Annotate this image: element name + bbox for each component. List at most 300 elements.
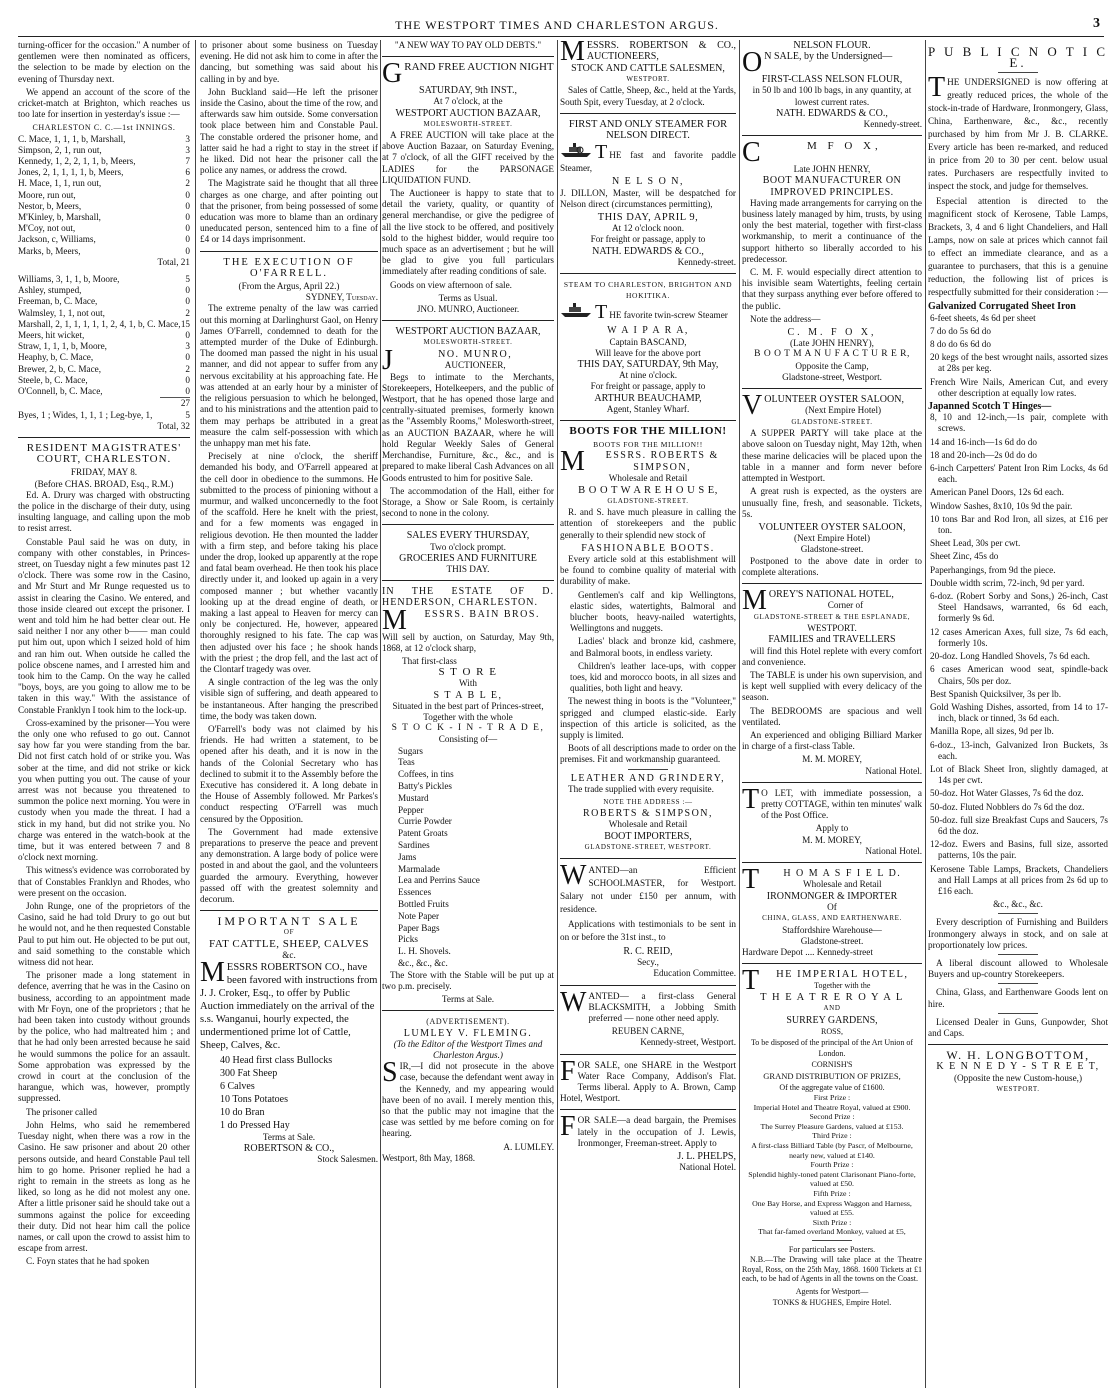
- section-heading: THE EXECUTION OF O'FARRELL.: [223, 256, 355, 279]
- ad-title: NO. MUNRO,: [438, 348, 513, 360]
- ad-signature: Stock Salesmen.: [317, 1154, 378, 1165]
- ad-address: GLADSTONE-STREET.: [607, 496, 689, 505]
- short-rule: [998, 913, 1038, 914]
- price-heading: Galvanized Corrugated Sheet Iron: [928, 301, 1076, 313]
- price-list: [928, 412, 1108, 897]
- price-item: Sheet Zinc, 45s do: [930, 551, 999, 562]
- stock-item: Paper Bags: [398, 922, 440, 933]
- ad-heading: AUCTIONEER,: [444, 359, 506, 370]
- ad-text: Wholesale and Retail: [803, 879, 882, 890]
- scorecard-row: [18, 212, 190, 223]
- ad-address: MOLESWORTH-STREET.: [423, 119, 513, 128]
- scorecard-row: [18, 145, 190, 156]
- lot-item: 40 Head first class Bullocks: [220, 1055, 333, 1067]
- ad-text: R. and S. have much pleasure in calling the attention of storekeepers and the public generally to their splendid new stock of: [560, 507, 736, 540]
- ad-heading: P U B L I C N O T I C E.: [928, 44, 1108, 71]
- source-line: (From the Argus, April 22.): [238, 281, 340, 292]
- ad-body: N SALE, by the Undersigned—: [764, 51, 893, 63]
- separator: [382, 1010, 554, 1011]
- price-item: Kerosene Table Lamps, Brackets, Chandeliers and Hall Lamps at all prices from 2s 6d up to £16 each.: [930, 863, 1108, 896]
- runs: 5: [185, 274, 190, 285]
- ad-text: [560, 1055, 736, 1105]
- scorecard-row: [18, 296, 190, 307]
- runs: 0: [185, 296, 190, 307]
- ad-text: Opposite the Camp,: [795, 360, 869, 371]
- ad-text: Consisting of—: [438, 734, 498, 745]
- ad-heading: LEATHER AND GRINDERY,: [570, 772, 726, 784]
- ad-text: A great rush is expected, as the oysters are unusually fine, fresh, and seasonable. Tickets, 5s.: [742, 486, 922, 519]
- ad-heading: S T O C K - I N - T R A D E,: [391, 723, 545, 734]
- lot-item: 6 Calves: [220, 1081, 255, 1093]
- editor-note: (To the Editor of the Westport Times and Charleston Argus.): [393, 1038, 543, 1060]
- scorecard-row: [18, 223, 190, 234]
- price-item: Best Spanish Quicksilver, 3s per lb.: [930, 688, 1062, 699]
- ad-text: For freight or passage, apply to: [590, 234, 706, 245]
- ad-text: Of the aggregate value of £1600.: [779, 1082, 885, 1092]
- ad-text: [560, 1111, 736, 1149]
- batsman: C. Mace, 1, 1, 1, b, Marshall,: [18, 133, 126, 144]
- ad-title: OLUNTEER OYSTER SALOON,: [764, 394, 904, 406]
- ad-text: (Next Empire Hotel): [793, 533, 871, 544]
- prize-item: Second Prize :: [809, 1112, 855, 1122]
- runs: 7: [185, 156, 190, 167]
- short-rule: [628, 769, 668, 770]
- runs: 15: [180, 318, 190, 329]
- ad-text: Especial attention is directed to the magnificent stock of Kerosene, Table Lamps, Brackets, 3, 4 and 6 light Chandeliers, and Hall Lamps, now on sale at prices which cannot fail to effect an immediate clearance, and as a guarantee to purchasers, that this is a genuine reduction, the following list of prices is respectfully submitted for their consideration :—: [928, 196, 1108, 298]
- stock-item: &c., &c., &c.: [398, 957, 448, 968]
- scorecard-row: [18, 246, 190, 257]
- article-text: The prisoner made a long statement in defence, averring that he was in the Casino on business, according to an appointment made with Mr Foyn, one of the proprietors ; that he had been taken into custody without grounds by the police, who had maltreated him ; and that he had only been arrested because he said he would summons the police for an assault. Some approbation was expressed by the crowd in court at the conclusion of the harangue, which was, however, promptly suppressed.: [18, 970, 190, 1104]
- steamer-icon: [560, 142, 592, 161]
- price-item: 8, 10 and 12-inch,—1s pair, complete with screws.: [930, 412, 1108, 434]
- batsman: Ashley, stumped,: [18, 285, 82, 296]
- price-item: 10 tons Bar and Rod Iron, all sizes, at £16 per ton.: [930, 513, 1108, 536]
- drop-cap: T: [742, 965, 761, 997]
- ad-heading: OF: [283, 928, 295, 937]
- ad-address: GLADSTONE-STREET, WESTPORT.: [584, 842, 712, 851]
- separator: [18, 437, 190, 438]
- scorecard-extras: Byes, 1 ; Wides, 1, 1, 1 ; Leg-bye, 1,: [18, 409, 153, 420]
- ad-text: Together with the: [814, 981, 871, 991]
- price-item: 14 and 16-inch—1s 6d do do: [930, 436, 1037, 447]
- ad-heading: FAT CATTLE, SHEEP, CALVES: [209, 937, 369, 950]
- price-item: 6 cases American wood seat, spindle-back Chairs, 50s per doz.: [930, 664, 1108, 686]
- article-text: Precisely at nine o'clock, the sheriff demanded his body, and O'Farrell appeared at the cell door in obedience to the summons. He submitted to the process of pinioning without a murmur, and walked unconcernedly to the foot of the scaffold. Here he knelt with the priest, and for a few moments was engaged in religious devotion. He then mounted the ladder with a firm step, and before taking his place under the drop, looked up apparently at the rope and fatal beam overhead. He then took his place directly under it, and looked up again in a very composed manner ; but whether vacantly looking up at the dread engine of death, or making a last appeal to Heaven for mercy can only be conjectured. He, however, appeared thoroughly resigned to his fate. The cap was then adjusted over his face ; he shook hands with the priest ; the drop fell, and the last act of the Clontarf tragedy was over.: [200, 451, 378, 674]
- ad-heading: WESTPORT AUCTION BAZAAR,: [395, 326, 541, 338]
- drop-cap: V: [742, 390, 763, 422]
- scorecard-row: [18, 274, 190, 285]
- drop-cap: M: [742, 584, 767, 616]
- ad-text: Secy.,: [637, 957, 659, 968]
- stock-item: Batty's Pickles: [398, 780, 452, 791]
- ad-heading: &c.: [282, 949, 296, 960]
- scorecard-row: [18, 167, 190, 178]
- stock-item: Sugars: [398, 745, 424, 756]
- scorecard-row: [18, 134, 190, 145]
- batsman: Straw, 1, 1, 1, b, Moore,: [18, 341, 107, 352]
- drop-cap: O: [742, 47, 763, 79]
- article-text: John Helms, who said he remembered Tuesday night, when there was a row in the Casino. He saw prisoner and about 20 other persons outside, and heard Constable Paul tell him to go home. Prisoner replied he had a right to remain in the streets as long as he liked, so long as he did not molest any one. After a little prisoner said he should take out a summons against the police for exceeding their duty. Did not hear him call the police names, or call upon the crowd to assist him to escape from arrest.: [18, 1119, 190, 1254]
- ad-text: At 12 o'clock noon.: [611, 223, 685, 234]
- ad-title: ESSRS. ROBERTS & SIMPSON,: [605, 450, 719, 473]
- ad-text: Will sell by auction, on Saturday, May 9th, 1868, at 12 o'clock sharp,: [382, 631, 554, 653]
- batsman: Jones, 2, 1, 1, 1, 1, b, Meers,: [18, 167, 124, 178]
- ad-address: GLADSTONE-STREET & THE ESPLANADE,: [753, 612, 911, 621]
- prize-item: One Bay Horse, and Express Waggon and Harness, valued at £55.: [752, 1198, 912, 1218]
- ad-signature: W. H. LONGBOTTOM,: [946, 1048, 1090, 1063]
- ad-body: ANTED—an Efficient SCHOOLMASTER, for Westport. Salary not under £150 per annum, with residence.: [560, 864, 736, 914]
- ad-address: Kennedy-street.: [677, 256, 736, 267]
- runs: 6: [185, 167, 190, 178]
- scorecard-heading: CHARLESTON C. C.—1st INNINGS.: [32, 123, 176, 133]
- ad-text: For freight or passage, apply to: [590, 381, 706, 392]
- price-item: Sheet Lead, 30s per cwt.: [930, 538, 1021, 549]
- stock-item: Lea and Perrins Sauce: [398, 875, 480, 886]
- ad-heading: SURREY GARDENS,: [786, 1014, 878, 1026]
- drop-cap: W: [560, 986, 587, 1018]
- ad-text: in 50 lb and 100 lb bags, in any quantity, at lowest current rates.: [752, 85, 912, 107]
- ad-text: (Next Empire Hotel): [805, 405, 882, 416]
- ad-title: RAND FREE AUCTION NIGHT: [404, 61, 554, 74]
- separator: [742, 963, 922, 964]
- scorecard-row: [18, 190, 190, 201]
- drop-cap: F: [560, 1055, 576, 1087]
- column-6: [928, 40, 1108, 1388]
- ad-text: Staffordshire Warehouse—: [782, 924, 882, 935]
- prize-list: [742, 1093, 922, 1237]
- drop-cap: G: [382, 58, 403, 90]
- runs: 0: [185, 352, 190, 363]
- stock-item: Mustard: [398, 792, 429, 803]
- scorecard-row: [18, 234, 190, 245]
- ad-text: For particulars see Posters.: [788, 1244, 876, 1254]
- lot-list: [200, 1054, 378, 1132]
- section-heading: LUMLEY V. FLEMING.: [403, 1027, 533, 1039]
- ad-heading: IMPORTANT SALE: [217, 914, 361, 929]
- article-text: The prisoner called: [26, 1106, 97, 1117]
- scorecard-row: [18, 330, 190, 341]
- short-rule: [998, 1013, 1038, 1014]
- ad-text: At nine o'clock.: [618, 370, 678, 381]
- price-item: 50-doz. full size Breakfast Cups and Saucers, 7s 6d the doz.: [930, 814, 1108, 836]
- ad-heading: CORNISH'S: [811, 1060, 853, 1070]
- drop-cap: F: [560, 1111, 576, 1143]
- ad-text: A liberal discount allowed to Wholesale Buyers and up-country Storekeepers.: [928, 957, 1108, 980]
- article-text: John Buckland said—He left the prisoner inside the Casino, about the time of the row, and afterwards saw him outside. Some conversation took place between him and Constable Paul. The constable ordered the prisoner home, and latter said he had a right to stay in the street if he liked. Did not hear the prisoner call the police any names, or address the crowd.: [200, 86, 378, 176]
- ad-title: OREY'S NATIONAL HOTEL,: [768, 588, 894, 600]
- ad-heading: FIRST AND ONLY STEAMER FOR NELSON DIRECT.: [568, 118, 728, 142]
- batsman: Meers, hit wicket,: [18, 330, 85, 341]
- ad-heading: [560, 446, 736, 478]
- ad-text: Education Committee.: [653, 968, 736, 979]
- batsman: M'Kinley, b, Marshall,: [18, 212, 101, 223]
- price-item: Window Sashes, 8x10, 10s 9d the pair.: [930, 500, 1073, 511]
- page-number: 3: [1093, 16, 1100, 31]
- ad-text: [560, 859, 736, 916]
- article-text: The Government had made extensive preparations to preserve the peace and prevent any demonstration. A large body of police were posted in and about the gaol, and the volunteers guarded the armoury. Everything, however passed off with the greatest solemnity and decorum.: [200, 826, 378, 905]
- ad-address: Kennedy-street, Westport.: [640, 1037, 736, 1048]
- ad-heading: B O O T M A N U F A C T U R E R,: [754, 349, 910, 360]
- price-item: 20 kegs of the best wrought nails, assorted sizes at 28s per keg.: [930, 352, 1108, 374]
- ad-address: (Opposite the new Custom-house,): [953, 1072, 1083, 1083]
- ad-signature: M. M. MOREY,: [802, 754, 862, 765]
- ad-text: J. DILLON, Master, will be despatched for Nelson direct (circumstances permitting),: [560, 187, 736, 209]
- ad-body: HE favorite twin-screw Steamer: [609, 310, 728, 321]
- runs: 2: [185, 307, 190, 318]
- ad-signature: J. L. PHELPS,: [677, 1151, 736, 1163]
- ad-heading: At 7 o'clock, at the: [433, 96, 503, 107]
- column-divider: [557, 40, 558, 1388]
- separator: [382, 320, 554, 321]
- ad-heading: W A I P A R A,: [607, 325, 689, 337]
- drop-cap: M: [200, 957, 225, 989]
- stock-item: Sardines: [398, 839, 430, 850]
- ad-signature: ROBERTSON & CO.,: [243, 1143, 335, 1155]
- ad-text: The BEDROOMS are spacious and well ventilated.: [742, 705, 922, 727]
- ad-heading: [382, 604, 554, 636]
- lot-item: 300 Fat Sheep: [220, 1068, 278, 1080]
- ad-text: The accommodation of the Hall, either for Storage, a Show or Sale Room, is certainly second to none in the colony.: [382, 485, 554, 519]
- ad-heading: THIS DAY, APRIL 9,: [597, 212, 699, 224]
- ad-body: ANTED— a first-class General BLACKSMITH, a Jobbing Smith preferred — none other need apply.: [588, 990, 736, 1023]
- column-3: [382, 40, 554, 1388]
- ad-text: Applications with testimonials to be sent in on or before the 31st inst., to: [560, 918, 736, 942]
- article-text: The extreme penalty of the law was carried out this morning at Darlinghurst Gaol, on Henry James O'Farrell, condemned to death for the attempted murder of the Duke of Edinburgh. The doomed man passed the night in his usual manner, and did not appear to suffer from any nervous excitability at his approaching fate. He was attended at an early hour by a minister of the religious persuasion to which he belonged, and to his ministrations and the attention paid to them may perhaps be attributed in a great measure the calm self-possession with which the unhappy man met his fate.: [200, 303, 378, 448]
- price-item: 6-doz. (Robert Sorby and Sons,) 26-inch, Cast Steel Handsaws, warranted, 6s 6d each, formerly 9s 6d.: [930, 591, 1108, 624]
- separator: [382, 580, 554, 581]
- runs: 3: [185, 133, 190, 144]
- ad-heading: STEAM TO CHARLESTON, BRIGHTON AND HOKITIKA.: [563, 280, 733, 301]
- ad-text: Apply to: [815, 823, 849, 834]
- ad-text: AND: [823, 1004, 841, 1013]
- ad-heading: BOOTS FOR THE MILLION!!: [593, 440, 703, 450]
- drop-cap: T: [595, 141, 608, 164]
- article-text: This witness's evidence was corroborated by that of Constables Franklyn and Rhodes, who were present on the occasion.: [18, 865, 190, 898]
- prize-item: A first-class Billiard Table (by Pascr, of Melbourne, nearly new, valued at £140.: [751, 1141, 913, 1160]
- ad-text: Ladies' black and bronze kid, cashmere, and Balmoral boots, in endless variety.: [570, 636, 736, 658]
- ad-signature: REUBEN CARNE,: [611, 1026, 685, 1037]
- masthead-title: THE WESTPORT TIMES AND CHARLESTON ARGUS.: [395, 18, 719, 32]
- ad-terms: Terms at Sale.: [441, 994, 495, 1005]
- article-text: turning-officer for the occasion." A number of gentlemen were then nominated as officers, the selection to be made by election on the evening of Thursday next.: [18, 40, 190, 84]
- batsman: Marks, b, Meers,: [18, 245, 81, 256]
- separator: [560, 985, 736, 986]
- ad-text: Begs to intimate to the Merchants, Storekeepers, Hotelkeepers, and the public of Westport, that he has opened those large and centrally-situated premises, formerly known as the "Assembly Rooms," Molesworth-street, as an AUCTION BAZAAR, where he will hold Regular Weekly Sales of General Merchandise, Furniture, &c., &c., and is prepared to make liberal Cash Advances on all Goods entrusted to him for positive Sale.: [382, 371, 554, 483]
- runs: 0: [185, 212, 190, 223]
- scorecard-subtotal: 27: [160, 397, 190, 409]
- ad-text: (Late JOHN HENRY),: [790, 338, 874, 349]
- ad-address: National Hotel.: [865, 845, 922, 856]
- runs: 0: [185, 189, 190, 200]
- ad-heading: NELSON FLOUR.: [793, 40, 871, 51]
- runs: 0: [185, 234, 190, 245]
- stock-item: Patent Groats: [398, 828, 448, 839]
- drop-cap: T: [928, 72, 946, 104]
- prize-item: The Surrey Pleasure Gardens, valued at £153.: [760, 1121, 904, 1131]
- scorecard-row: [18, 201, 190, 212]
- ad-body: HE UNDERSIGNED is now offering at greatly reduced prices, the whole of the stock-in-trade of Hardware, Ironmongery, Glass, China, Earthenware, &c., &c., recently purchased by him from Mr J. B. CLARKE. Every article has been re-marked, and reduced in price from 20 to 30 per cent. below usual rates. Purchasers are respectfully invited to inspect the stock, and judge for themselves.: [928, 77, 1108, 192]
- price-item: Manilla Rope, all sizes, 9d per lb.: [930, 726, 1054, 737]
- stock-item: Coffees, in tins: [398, 769, 454, 780]
- runs: 3: [185, 341, 190, 352]
- scorecard-innings-1: [18, 134, 190, 257]
- ad-address: National Hotel.: [865, 765, 922, 776]
- column-divider: [925, 40, 926, 1388]
- ad-address: MOLESWORTH-STREET.: [423, 338, 513, 347]
- price-item: 8 do do 6s 6d do: [930, 339, 991, 350]
- ad-address: WESTPORT.: [996, 1084, 1040, 1093]
- prize-item: Fifth Prize :: [813, 1188, 851, 1198]
- ad-text: A FREE AUCTION will take place at the above Auction Bazaar, on Saturday Evening, at 7 o'clock, of all the GIFT received by the LADIES for the PARSONAGE LIQUIDATION FUND.: [382, 130, 554, 185]
- article-text: A single contraction of the leg was the only visible sign of suffering, and death appeared to be instantaneous. After hanging the prescribed time, the body was taken down.: [200, 677, 378, 721]
- batsman: O'Connell, b, C. Mace,: [18, 386, 103, 397]
- ad-address: K E N N E D Y - S T R E E T,: [936, 1061, 1100, 1073]
- price-list: [928, 313, 1108, 399]
- runs: 0: [185, 245, 190, 256]
- ad-text: Captain BASCAND,: [609, 336, 687, 347]
- ad-address: Gladstone-street.: [800, 544, 864, 555]
- article-text: C. Foyn states that he had spoken: [26, 1256, 150, 1267]
- masthead: [0, 0, 1114, 36]
- ad-text: [560, 986, 736, 1025]
- runs: 2: [185, 363, 190, 374]
- drop-cap: T: [742, 783, 760, 815]
- price-item: Gold Washing Dishes, assorted, from 14 to 17-inch, black or tinned, 3s 6d each.: [930, 701, 1108, 724]
- stock-item: Picks: [398, 934, 418, 945]
- stock-item: Teas: [398, 757, 415, 768]
- price-item: 20-doz. Long Handled Shovels, 7s 6d each.: [930, 651, 1090, 662]
- scorecard-extras-score: 5: [185, 409, 190, 420]
- column-1: [18, 40, 190, 1388]
- separator: [742, 583, 922, 584]
- batsman: Marshall, 2, 1, 1, 1, 1, 1, 2, 4, 1, b, C. Mace,: [18, 318, 181, 329]
- article-text: O'Farrell's body was not claimed by his friends. He had written a statement, to be opened after his death, and it is now in the hands of the Colonial Secretary who has declined to submit it to the Assembly before the Executive has considered it. A long debate in the House of Assembly followed. Mr Parkes's conduct respecting O'Farrell was much censured by the Opposition.: [200, 723, 378, 824]
- runs: 0: [185, 386, 190, 397]
- ad-text: Sales of Cattle, Sheep, &c., held at the Yards, South Spit, every Tuesday, at 2 o'clock.: [560, 85, 736, 107]
- price-item: 18 and 20-inch—2s 0d do do: [930, 449, 1037, 460]
- byline: (Before CHAS. BROAD, Esq., R.M.): [34, 478, 174, 489]
- ad-text: Postponed to the above date in order to complete alterations.: [742, 555, 922, 577]
- prize-item: First Prize :: [813, 1093, 851, 1103]
- letter-text: [382, 1057, 554, 1139]
- runs: 3: [185, 144, 190, 155]
- drop-cap: M: [382, 604, 409, 636]
- section-heading: RESIDENT MAGISTRATES' COURT, CHARLESTON.: [26, 441, 182, 466]
- stock-item: Marmalade: [398, 863, 440, 874]
- ad-text: [742, 783, 922, 822]
- batsman: M'Coy, not out,: [18, 223, 76, 234]
- scorecard-row: [18, 410, 190, 421]
- ad-heading: FIRST-CLASS NELSON FLOUR,: [761, 74, 903, 86]
- ad-text: Wholesale and Retail: [608, 473, 688, 484]
- price-item: Lot of Black Sheet Iron, slightly damaged, at 14s per cwt.: [930, 763, 1108, 786]
- ad-text: [200, 957, 378, 1052]
- drop-cap: W: [560, 859, 587, 891]
- prize-item: Third Prize :: [812, 1131, 852, 1141]
- ad-heading: NOTE THE ADDRESS :—: [603, 797, 693, 806]
- runs: 0: [185, 200, 190, 211]
- ad-text: Boots of all descriptions made to order on the premises. Fit and workmanship guaranteed.: [560, 743, 736, 765]
- batsman: Heaphy, b, C. Mace,: [18, 352, 94, 363]
- ad-text: With: [458, 678, 477, 689]
- separator: [560, 273, 736, 274]
- ad-heading: [560, 40, 736, 67]
- ad-body: HE fast and favorite paddle Steamer,: [560, 150, 736, 174]
- ad-signature: R. C. REID,: [623, 945, 673, 957]
- stock-item: Essences: [398, 887, 432, 898]
- ad-signature: JNO. MUNRO, Auctioneer.: [416, 304, 520, 315]
- scorecard-row: [18, 308, 190, 319]
- ad-heading: BOOT IMPORTERS,: [604, 830, 692, 842]
- ad-address: National Hotel.: [679, 1162, 736, 1173]
- article-text: We append an account of the score of the cricket-match at Brighton, which reaches us too late for insertion in yesterday's issue :—: [18, 86, 190, 120]
- ad-text: The trade supplied with every requisite.: [568, 783, 714, 794]
- runs: 0: [185, 330, 190, 341]
- ad-text: N.B.—The Drawing will take place at the Theatre Royal, Ross, on the 25th May, 1868. 1600 Tickets at £1 each, to be had of Agents in all the towns on the Coast.: [742, 1255, 922, 1284]
- ad-text: Wholesale and Retail: [608, 819, 688, 830]
- scorecard-row: [18, 386, 190, 397]
- ad-signature: TONKS & HUGHES, Empire Hotel.: [772, 1298, 892, 1308]
- ad-signature: M. M. MOREY,: [802, 834, 862, 845]
- ad-text: The newest thing in boots is the "Volunteer," sprigged and clumped elastic-side. Early inspection of this article is solicited, as the supply is limited.: [560, 696, 736, 740]
- drop-cap: J: [382, 344, 395, 376]
- lot-item: 1 do Pressed Hay: [220, 1120, 290, 1132]
- batsman: H. Mace, 1, 1, run out,: [18, 178, 102, 189]
- ad-text: A SUPPER PARTY will take place at the above saloon on Tuesday night, May 12th, when these marine delicacies will be placed upon the table in a manner and form never before attempted in Westport.: [742, 428, 922, 484]
- ad-heading: GROCERIES AND FURNITURE: [399, 552, 537, 564]
- separator: [742, 135, 922, 136]
- ad-text: Gentlemen's calf and kip Wellingtons, elastic sides, watertights, Balmoral and blucher boots, heavy-nailed watertights, Wellingtons and nuggets.: [570, 589, 736, 634]
- stock-item: L. H. Shovels.: [398, 946, 451, 957]
- runs: 0: [185, 285, 190, 296]
- letter-body: IR,—I did not prosecute in the above case, because the defendant went away in the Kennedy, and my appearing would have been of no avail. I merely mention this, so that the public may not imagine that the case was settled by me before coming on for hearing.: [382, 1061, 554, 1139]
- ad-address: Kennedy-street.: [863, 119, 922, 130]
- separator: [742, 388, 922, 389]
- ad-address: Hardware Depot .... Kennedy-street: [742, 947, 873, 957]
- short-rule: [998, 72, 1038, 73]
- batsman: Williams, 3, 1, 1, b, Moore,: [18, 274, 120, 285]
- scorecard-innings-2: [18, 274, 190, 397]
- batsman: Walmsley, 1, 1, not out,: [18, 307, 105, 318]
- ad-heading: SALES EVERY THURSDAY,: [406, 530, 530, 542]
- separator: [560, 1109, 736, 1110]
- ad-address: WESTPORT.: [626, 75, 670, 84]
- ad-signature: ARTHUR BEAUCHAMP,: [594, 392, 702, 404]
- ad-text: Late JOHN HENRY,: [793, 164, 871, 175]
- ad-text: Note the address—: [750, 313, 821, 324]
- article-text: Ed. A. Drury was charged with obstructing the police in the discharge of their duty, using insulting language, and calling upon the mob to resist arrest.: [18, 489, 190, 534]
- ad-text: [742, 47, 922, 79]
- ad-text: That first-class: [402, 655, 457, 666]
- article-text: Cross-examined by the prisoner—You were the only one who refused to go out. Cannot say how far you were standing from the bar. Did not first catch hold of or strike you. Was sober at the time, and did not strike or kick you when putting you out. The cause of your arrest was not because you threatened to summon the police next morning. You were in custody when you made the threat. I had a stick in my hand, but did not strike you. No charge was entered in the watch-book at the time, but it was entered between 7 and 8 o'clock next morning.: [18, 717, 190, 863]
- ad-heading: VOLUNTEER OYSTER SALOON,: [758, 521, 906, 533]
- ad-heading: "A NEW WAY TO PAY OLD DEBTS.": [394, 40, 542, 50]
- column-divider: [380, 40, 381, 1388]
- ad-address: GLADSTONE-STREET.: [791, 418, 873, 427]
- ad-title: H O M A S F I E L D.: [783, 867, 902, 879]
- ad-address: WESTPORT.: [807, 623, 857, 634]
- ad-heading: WESTPORT AUCTION BAZAAR,: [395, 107, 541, 119]
- scorecard-total: Total, 21: [157, 256, 190, 267]
- dateline: FRIDAY, MAY 8.: [70, 467, 138, 478]
- ad-heading: GRAND DISTRIBUTION OF PRIZES,: [763, 1070, 901, 1081]
- ad-heading: FASHIONABLE BOOTS.: [581, 542, 715, 554]
- separator: [382, 56, 554, 57]
- ad-text: Agents for Westport—: [795, 1286, 869, 1296]
- drop-cap: T: [742, 863, 761, 895]
- dateline: SYDNEY, Tuesday.: [305, 292, 378, 303]
- column-2: [200, 40, 378, 1388]
